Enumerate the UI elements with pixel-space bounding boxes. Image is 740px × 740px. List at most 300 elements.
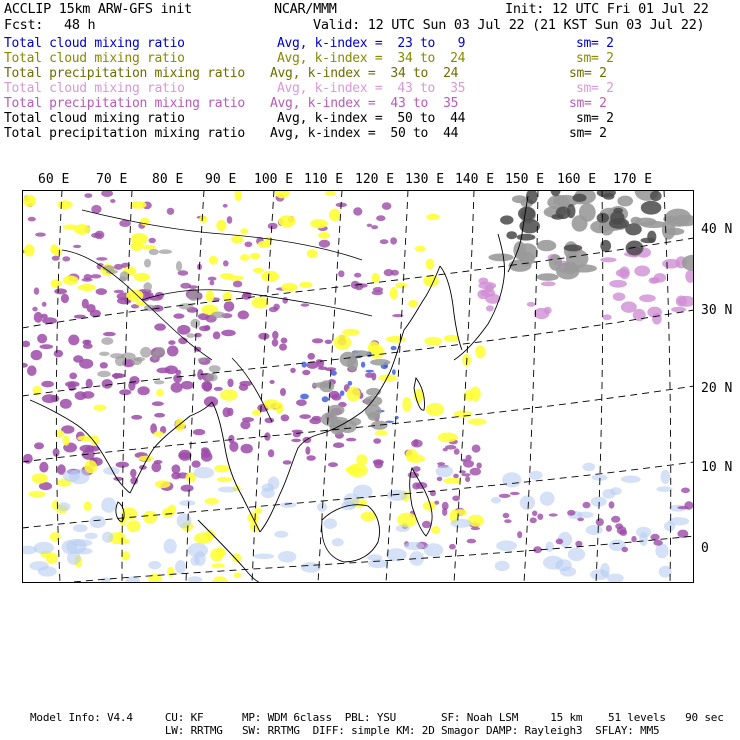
- cloud-blob: [24, 244, 35, 256]
- cloud-blob: [556, 539, 564, 545]
- cloud-blob: [31, 350, 43, 360]
- cloud-blob: [223, 407, 231, 417]
- lat-label: 10 N: [701, 460, 733, 475]
- cloud-blob: [102, 379, 113, 389]
- cloud-blob: [281, 283, 297, 292]
- cloud-blob: [73, 355, 83, 362]
- cloud-blob: [140, 347, 151, 358]
- cloud-blob: [181, 485, 194, 492]
- cloud-blob: [175, 560, 186, 574]
- cloud-blob: [168, 340, 175, 345]
- cloud-blob: [82, 340, 89, 345]
- cloud-blob: [300, 394, 309, 400]
- cloud-blob: [467, 539, 477, 544]
- cloud-blob: [353, 207, 362, 215]
- cloud-blob: [504, 519, 512, 523]
- cloud-blob: [340, 390, 345, 396]
- cloud-blob: [63, 470, 80, 482]
- cloud-blob: [217, 477, 232, 482]
- cloud-blob: [486, 305, 494, 311]
- legend-field: Total precipitation mixing ratio: [4, 66, 245, 81]
- cloud-blob: [73, 245, 81, 248]
- cloud-blob: [656, 486, 672, 492]
- cloud-blob: [373, 459, 384, 465]
- cloud-blob: [212, 563, 225, 568]
- cloud-blob: [50, 244, 57, 254]
- cloud-blob: [101, 497, 116, 512]
- cloud-blob: [537, 273, 559, 281]
- cloud-blob: [609, 218, 629, 229]
- cloud-blob: [192, 460, 201, 467]
- cloud-blob: [372, 273, 380, 283]
- forecast-label: Fcst:: [4, 17, 44, 33]
- cloud-blob: [110, 353, 124, 359]
- cloud-blob: [386, 336, 406, 343]
- cloud-blob: [533, 546, 542, 553]
- cloud-blob: [567, 510, 575, 516]
- cloud-blob: [224, 301, 235, 312]
- cloud-blob: [66, 539, 86, 554]
- cloud-blob: [583, 463, 596, 472]
- cloud-blob: [529, 471, 543, 480]
- cloud-blob: [495, 561, 510, 571]
- cloud-blob: [213, 331, 221, 339]
- cloud-blob: [167, 567, 174, 577]
- cloud-blob: [650, 191, 662, 201]
- cloud-blob: [373, 438, 381, 444]
- cloud-blob: [214, 387, 223, 391]
- cloud-blob: [127, 520, 141, 532]
- cloud-blob: [449, 544, 456, 550]
- valid-time: Valid: 12 UTC Sun 03 Jul 22 (21 KST Sun 03 Jul 22): [313, 17, 705, 33]
- cloud-blob: [206, 290, 215, 302]
- cloud-blob: [258, 241, 271, 248]
- lat-label: 20 N: [701, 381, 733, 396]
- cloud-blob: [291, 439, 301, 443]
- cloud-blob: [119, 389, 131, 395]
- cloud-blob: [415, 246, 426, 252]
- cloud-blob: [278, 551, 296, 562]
- cloud-blob: [541, 281, 556, 286]
- cloud-blob: [201, 452, 213, 462]
- cloud-blob: [438, 432, 458, 442]
- cloud-blob: [137, 386, 149, 395]
- legend-field: Total precipitation mixing ratio: [4, 96, 245, 111]
- cloud-blob: [159, 249, 172, 254]
- legend-sm: sm= 2: [569, 66, 607, 81]
- cloud-blob: [227, 379, 233, 388]
- cloud-blob: [566, 249, 588, 268]
- cloud-blob: [209, 365, 221, 372]
- cloud-blob: [239, 384, 248, 391]
- cloud-blob: [41, 381, 54, 388]
- cloud-blob: [620, 530, 628, 536]
- cloud-blob: [278, 215, 295, 227]
- cloud-blob: [149, 238, 156, 244]
- cloud-blob: [613, 208, 623, 214]
- cloud-blob: [32, 473, 48, 484]
- lon-label: 100 E: [254, 172, 294, 187]
- init-time: Init: 12 UTC Fri 01 Jul 22: [505, 1, 709, 17]
- cloud-blob: [206, 374, 218, 382]
- model-info-line1: Model Info: V4.4 CU: KF MP: WDM 6class PBL: YSU SF: Noah LSM 15 km 51 levels 90 sec: [30, 711, 724, 724]
- cloud-blob: [57, 200, 72, 209]
- cloud-blob: [116, 462, 129, 468]
- cloud-blob: [392, 369, 396, 375]
- cloud-blob: [431, 526, 440, 534]
- cloud-blob: [218, 487, 237, 493]
- cloud-blob: [23, 195, 36, 207]
- cloud-blob: [306, 455, 315, 461]
- cloud-blob: [261, 488, 275, 499]
- cloud-blob: [269, 307, 278, 312]
- cloud-blob: [82, 299, 89, 309]
- cloud-blob: [475, 345, 485, 358]
- cloud-blob: [91, 435, 99, 445]
- cloud-blob: [231, 236, 244, 244]
- cloud-blob: [78, 284, 96, 291]
- cloud-blob: [100, 362, 108, 368]
- cloud-blob: [334, 335, 352, 350]
- cloud-blob: [549, 254, 562, 270]
- lon-label: 60 E: [38, 172, 70, 187]
- legend-sm: sm= 2: [576, 111, 614, 126]
- cloud-blob: [617, 196, 633, 207]
- legend-field: Total cloud mixing ratio: [4, 81, 185, 96]
- cloud-blob: [423, 275, 439, 287]
- cloud-blob: [194, 533, 212, 544]
- cloud-blob: [131, 233, 148, 245]
- cloud-blob: [454, 448, 460, 454]
- cloud-blob: [506, 231, 517, 239]
- cloud-blob: [164, 539, 177, 554]
- cloud-blob: [478, 282, 496, 290]
- cloud-blob: [84, 533, 97, 540]
- cloud-blob: [348, 381, 353, 386]
- cloud-blob: [323, 518, 337, 529]
- cloud-blob: [331, 370, 337, 375]
- cloud-blob: [540, 492, 555, 506]
- cloud-blob: [52, 256, 60, 261]
- cloud-blob: [93, 405, 106, 411]
- cloud-blob: [148, 561, 161, 569]
- cloud-blob: [468, 418, 487, 425]
- cloud-blob: [527, 302, 536, 307]
- cloud-blob: [368, 412, 381, 421]
- cloud-blob: [69, 373, 77, 380]
- cloud-blob: [131, 201, 147, 209]
- cloud-blob: [173, 374, 182, 383]
- cloud-blob: [451, 519, 472, 528]
- cloud-blob: [199, 215, 207, 223]
- cloud-blob: [34, 542, 54, 554]
- cloud-blob: [437, 462, 445, 465]
- cloud-blob: [676, 296, 687, 307]
- cloud-blob: [23, 454, 33, 464]
- lat-label: 30 N: [701, 303, 733, 318]
- cloud-blob: [641, 238, 656, 244]
- cloud-blob: [387, 490, 408, 501]
- cloud-blob: [190, 319, 200, 328]
- cloud-blob: [382, 202, 392, 210]
- cloud-blob: [63, 276, 79, 285]
- cloud-blob: [149, 249, 159, 255]
- cloud-blob: [329, 209, 340, 222]
- cloud-blob: [244, 242, 252, 248]
- cloud-blob: [596, 518, 604, 526]
- cloud-blob: [193, 429, 205, 435]
- cloud-blob: [517, 243, 538, 261]
- legend-sm: sm= 2: [576, 81, 614, 96]
- cloud-blob: [73, 524, 88, 532]
- cloud-blob: [684, 501, 693, 510]
- cloud-blob: [301, 562, 321, 573]
- cloud-blob: [556, 207, 571, 220]
- cloud-blob: [671, 307, 686, 313]
- cloud-blob: [649, 277, 659, 284]
- cloud-blob: [221, 330, 236, 337]
- cloud-blob: [310, 219, 327, 228]
- cloud-blob: [272, 331, 278, 340]
- cloud-blob: [371, 421, 388, 430]
- cloud-blob: [68, 335, 79, 346]
- cloud-blob: [38, 566, 57, 576]
- cloud-blob: [609, 280, 627, 288]
- lon-label: 130 E: [405, 172, 445, 187]
- cloud-blob: [312, 338, 323, 343]
- cloud-blob: [144, 259, 151, 268]
- cloud-blob: [372, 290, 383, 295]
- cloud-blob: [437, 477, 443, 481]
- cloud-blob: [472, 445, 481, 453]
- cloud-blob: [575, 541, 582, 547]
- cloud-blob: [296, 399, 307, 406]
- cloud-blob: [545, 542, 554, 552]
- cloud-blob: [354, 273, 361, 278]
- cloud-blob: [90, 274, 101, 278]
- cloud-blob: [583, 502, 591, 509]
- cloud-blob: [544, 307, 552, 314]
- cloud-blob: [530, 517, 537, 523]
- cloud-blob: [424, 337, 442, 346]
- cloud-blob: [91, 205, 101, 214]
- cloud-blob: [364, 396, 383, 407]
- cloud-blob: [54, 350, 63, 358]
- cloud-blob: [233, 281, 243, 288]
- cloud-blob: [240, 254, 249, 261]
- cloud-blob: [375, 430, 388, 436]
- cloud-blob: [179, 500, 195, 506]
- cloud-blob: [537, 240, 556, 251]
- cloud-blob: [209, 256, 219, 265]
- cloud-blob: [390, 237, 397, 244]
- cloud-blob: [116, 532, 124, 541]
- cloud-blob: [631, 536, 636, 542]
- cloud-blob: [168, 505, 176, 515]
- cloud-blob: [639, 532, 648, 546]
- cloud-blob: [136, 301, 147, 306]
- legend-avg: Avg, k-index = 23 to 9: [277, 36, 466, 51]
- cloud-blob: [476, 462, 481, 468]
- cloud-blob: [283, 460, 292, 464]
- cloud-blob: [390, 287, 398, 300]
- cloud-blob: [95, 231, 105, 240]
- cloud-blob: [194, 467, 215, 478]
- cloud-blob: [365, 370, 374, 373]
- cloud-blob: [186, 333, 195, 338]
- cloud-blob: [198, 358, 206, 363]
- cloud-blob: [101, 337, 113, 345]
- cloud-blob: [234, 572, 241, 578]
- cloud-blob: [188, 576, 202, 583]
- cloud-blob: [500, 215, 513, 224]
- cloud-blob: [101, 190, 113, 197]
- cloud-blob: [210, 280, 215, 285]
- cloud-blob: [361, 512, 376, 522]
- cloud-blob: [242, 417, 254, 422]
- cloud-blob: [577, 512, 594, 518]
- legend-avg: Avg, k-index = 43 to 35: [270, 96, 459, 111]
- cloud-blob: [63, 435, 70, 445]
- cloud-blob: [40, 344, 54, 349]
- cloud-blob: [84, 193, 92, 198]
- cloud-blob: [664, 521, 676, 531]
- cloud-blob: [83, 502, 91, 511]
- cloud-blob: [279, 344, 287, 351]
- cloud-blob: [347, 387, 361, 402]
- cloud-blob: [609, 501, 615, 508]
- cloud-blob: [600, 240, 611, 252]
- cloud-blob: [102, 532, 113, 543]
- lon-label: 140 E: [455, 172, 495, 187]
- cloud-blob: [90, 516, 106, 528]
- cloud-blob: [616, 269, 630, 277]
- cloud-blob: [318, 232, 330, 239]
- lon-label: 170 E: [613, 172, 653, 187]
- cloud-blob: [281, 414, 290, 421]
- cloud-blob: [328, 462, 338, 467]
- cloud-blob: [407, 454, 425, 463]
- cloud-blob: [97, 371, 111, 377]
- cloud-blob: [119, 276, 127, 281]
- cloud-blob: [491, 497, 501, 504]
- legend-sm: sm= 2: [569, 96, 607, 111]
- cloud-blob: [188, 285, 198, 288]
- cloud-blob: [639, 294, 656, 302]
- cloud-blob: [51, 279, 62, 288]
- cloud-blob: [626, 241, 644, 256]
- cloud-blob: [268, 223, 278, 230]
- cloud-blob: [34, 312, 43, 323]
- legend-avg: Avg, k-index = 34 to 24: [277, 51, 466, 66]
- cloud-blob: [60, 399, 72, 409]
- cloud-blob: [503, 513, 510, 518]
- cloud-blob: [496, 540, 517, 551]
- legend-sm: sm= 2: [576, 51, 614, 66]
- cloud-blob: [114, 290, 124, 294]
- cloud-blob: [34, 442, 44, 449]
- cloud-blob: [322, 396, 329, 402]
- cloud-blob: [371, 373, 376, 381]
- cloud-blob: [58, 502, 71, 511]
- cloud-blob: [577, 518, 584, 522]
- cloud-blob: [615, 523, 623, 529]
- lon-label: 80 E: [152, 172, 184, 187]
- cloud-blob: [325, 191, 336, 196]
- cloud-blob: [39, 462, 48, 473]
- cloud-blob: [282, 297, 288, 304]
- cloud-blob: [301, 303, 310, 306]
- cloud-blob: [268, 477, 279, 490]
- cloud-blob: [573, 194, 587, 202]
- cloud-blob: [171, 382, 183, 392]
- lon-label: 160 E: [557, 172, 597, 187]
- cloud-blob: [461, 473, 470, 476]
- cloud-blob: [42, 302, 47, 307]
- cloud-blob: [252, 410, 261, 416]
- cloud-blob: [154, 323, 166, 330]
- cloud-blob: [590, 569, 609, 580]
- legend-sm: sm= 2: [576, 36, 614, 51]
- cloud-blob: [611, 516, 620, 523]
- cloud-blob: [110, 199, 115, 203]
- cloud-blob: [62, 256, 70, 261]
- cloud-blob: [607, 574, 624, 583]
- cloud-blob: [156, 389, 164, 397]
- legend-avg: Avg, k-index = 34 to 24: [270, 66, 459, 81]
- cloud-blob: [348, 464, 368, 478]
- cloud-blob: [411, 440, 423, 448]
- cloud-blob: [143, 511, 157, 524]
- cloud-blob: [412, 482, 420, 489]
- legend-sm: sm= 2: [569, 126, 607, 141]
- cloud-blob: [274, 531, 288, 538]
- cloud-blob: [532, 511, 537, 517]
- cloud-blob: [634, 266, 650, 277]
- cloud-blob: [305, 446, 310, 454]
- cloud-blob: [270, 380, 275, 384]
- lat-label: 40 N: [701, 222, 733, 237]
- cloud-blob: [602, 489, 615, 499]
- cloud-blob: [177, 325, 190, 335]
- cloud-blob: [391, 270, 399, 276]
- cloud-blob: [292, 430, 303, 433]
- cloud-blob: [376, 215, 385, 221]
- cloud-blob: [211, 312, 225, 319]
- cloud-blob: [53, 448, 60, 457]
- cloud-blob: [156, 368, 170, 374]
- cloud-blob: [32, 307, 37, 312]
- cloud-blob: [74, 224, 90, 235]
- cloud-blob: [176, 261, 182, 271]
- cloud-blob: [332, 538, 344, 546]
- cloud-blob: [408, 300, 417, 307]
- cloud-blob: [204, 325, 211, 331]
- cloud-blob: [208, 277, 217, 281]
- cloud-blob: [28, 491, 45, 498]
- cloud-blob: [621, 301, 637, 312]
- cloud-blob: [319, 240, 330, 248]
- cloud-blob: [232, 553, 241, 562]
- cloud-blob: [453, 474, 459, 479]
- cloud-blob: [181, 381, 194, 390]
- cloud-blob: [555, 559, 572, 571]
- legend-avg: Avg, k-index = 50 to 44: [270, 126, 459, 141]
- cloud-blob: [34, 287, 40, 294]
- cloud-blob: [220, 389, 238, 400]
- cloud-blob: [61, 294, 69, 303]
- cloud-blob: [641, 201, 662, 215]
